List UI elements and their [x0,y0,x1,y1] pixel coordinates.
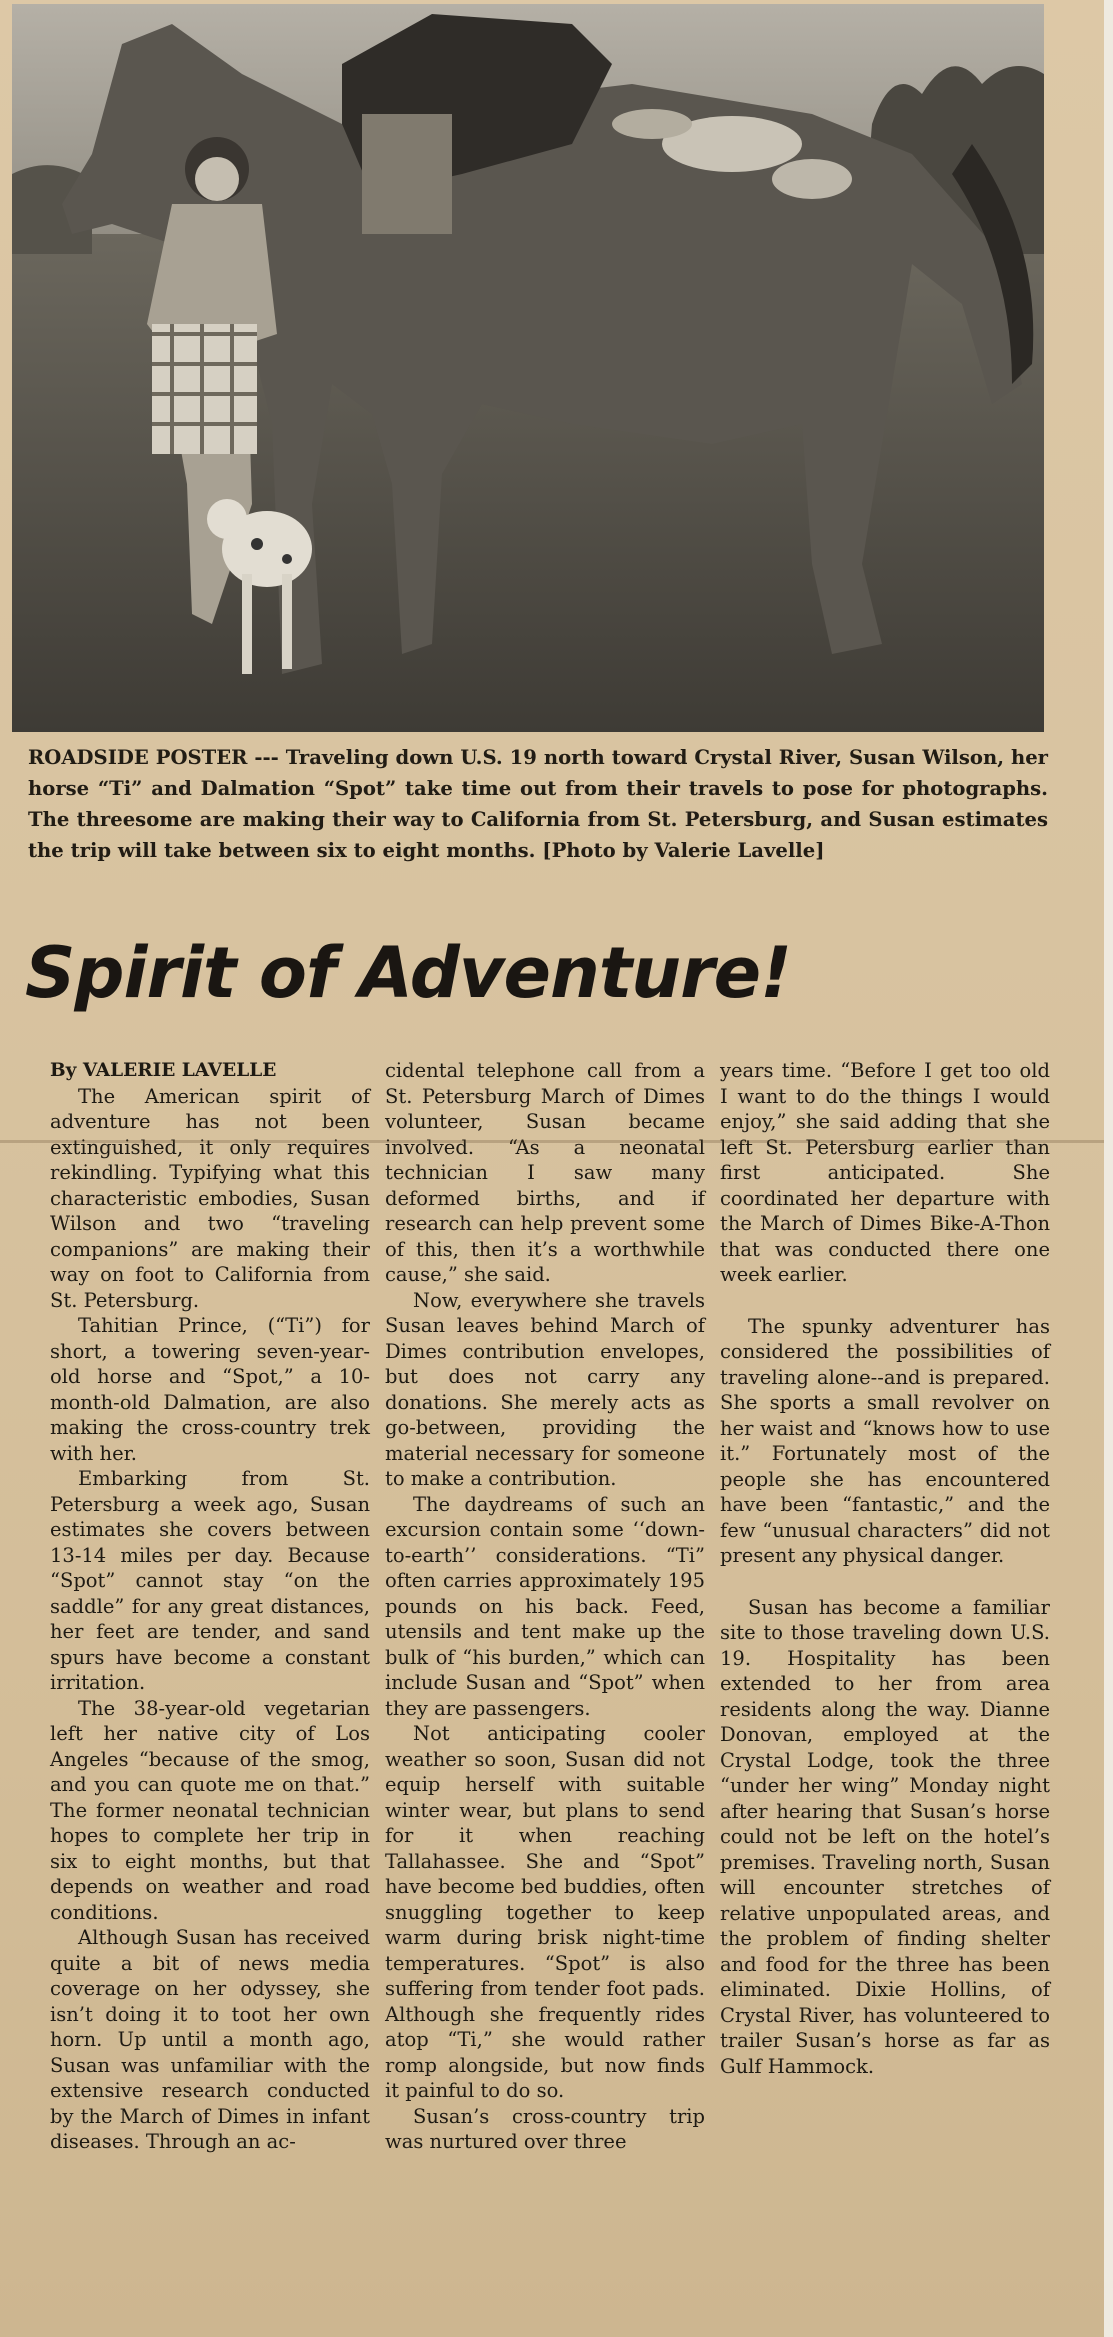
paragraph: The spunky adventurer has considered the possibilities of traveling alone--and is prepared. She sports a small revolver on her waist and “knows how to use it.” Fortunately most of the people she has encountered have been “fantastic,” and the few “unusual characters” did not present any physical danger. [720,1314,1050,1567]
paragraph: The American spirit of adventure has not been extinguished, it only requires rekindling. Typifying what this characteristic embodies, Susan Wilson and two “traveling companions” are making their way on foot to California from St. Petersburg. [50,1084,370,1312]
headline: Spirit of Adventure! [25,932,792,1014]
news-photo [12,4,1044,732]
article-column-2 [385,1058,705,2155]
paragraph: Not anticipating cooler weather so soon, Susan did not equip herself with suitable winter wear, but plans to send for it when reaching Tallahassee. She and “Spot” have become bed buddies, often snuggling together to keep warm during brisk night-time temperatures. “Spot” is also suffering from tender foot pads. Although she frequently rides atop “Ti,” she would rather romp alongside, but now finds it painful to do so. [385,1722,705,2102]
photo-illustration [12,4,1044,732]
caption-label: ROADSIDE POSTER [28,746,248,769]
paper-fold-line [0,1140,1104,1143]
background-edge [1104,0,1113,2337]
paragraph: cidental telephone call from a St. Petersburg March of Dimes volunteer, Susan became involved. “As a neonatal technician I saw many deformed births, and if research can help prevent some of this, then it’s a worthwhile cause,” she said. [385,1059,705,1286]
paragraph: Embarking from St. Petersburg a week ago, Susan estimates she covers between 13-14 miles per day. Because “Spot” cannot stay “on the saddle” for any great distances, her feet are tender, and sand spurs have become a constant irritation. [50,1467,370,1694]
article-column-3 [720,1058,1050,2079]
paragraph: Susan’s cross-country trip was nurtured over three [385,2104,705,2153]
photo-caption [28,742,1048,866]
paragraph: Although Susan has received quite a bit of news media coverage on her odyssey, she isn’t doing it to toot her own horn. Up until a month ago, Susan was unfamiliar with the extensive research conducted by the March of Dimes in infant diseases. Through an ac- [50,1926,370,2153]
byline: By VALERIE LAVELLE [50,1060,277,1081]
paragraph: years time. “Before I get too old I want to do the things I would enjoy,” she said adding that she left St. Petersburg earlier than first anticipated. She coordinated her departure with the March of Dimes Bike-A-Thon that was conducted there one week earlier. [720,1059,1050,1286]
paragraph: The 38-year-old vegetarian left her native city of Los Angeles “because of the smog, and you can quote me on that.” The former neonatal technician hopes to complete her trip in six to eight months, but that depends on weather and road conditions. [50,1696,370,1924]
paragraph: Susan has become a familiar site to those traveling down U.S. 19. Hospitality has been extended to her from area residents along the way. Dianne Donovan, employed at the Crystal Lodge, took the three “under her wing” Monday night after hearing that Susan’s horse could not be left on the hotel’s premises. Traveling north, Susan will encounter stretches of relative unpopulated areas, and the problem of finding shelter and food for the three has been eliminated. Dixie Hollins, of Crystal River, has volunteered to trailer Susan’s horse as far as Gulf Hammock. [720,1595,1050,2078]
paragraph: The daydreams of such an excursion contain some ‘‘down-to-earth’’ considerations. “Ti” often carries approximately 195 pounds on his back. Feed, utensils and tent make up the bulk of “his burden,” which can include Susan and “Spot” when they are passengers. [385,1492,705,1720]
caption-text: --- Traveling down U.S. 19 north toward Crystal River, Susan Wilson, her horse “Ti” and Dalmation “Spot” take time out from their travels to pose for photographs. The threesome are making their way to California from St. Petersburg, and Susan estimates the trip will take between six to eight months. [Photo by Valerie Lavelle] [28,746,1048,862]
article-column-1 [50,1058,370,2155]
paragraph: Now, everywhere she travels Susan leaves behind March of Dimes contribution envelopes, but does not carry any donations. She merely acts as go-between, providing the material necessary for someone to make a contribution. [385,1288,705,1490]
paragraph: Tahitian Prince, (“Ti”) for short, a towering seven-year-old horse and “Spot,” a 10-month-old Dalmation, are also making the cross-country trek with her. [50,1314,370,1465]
